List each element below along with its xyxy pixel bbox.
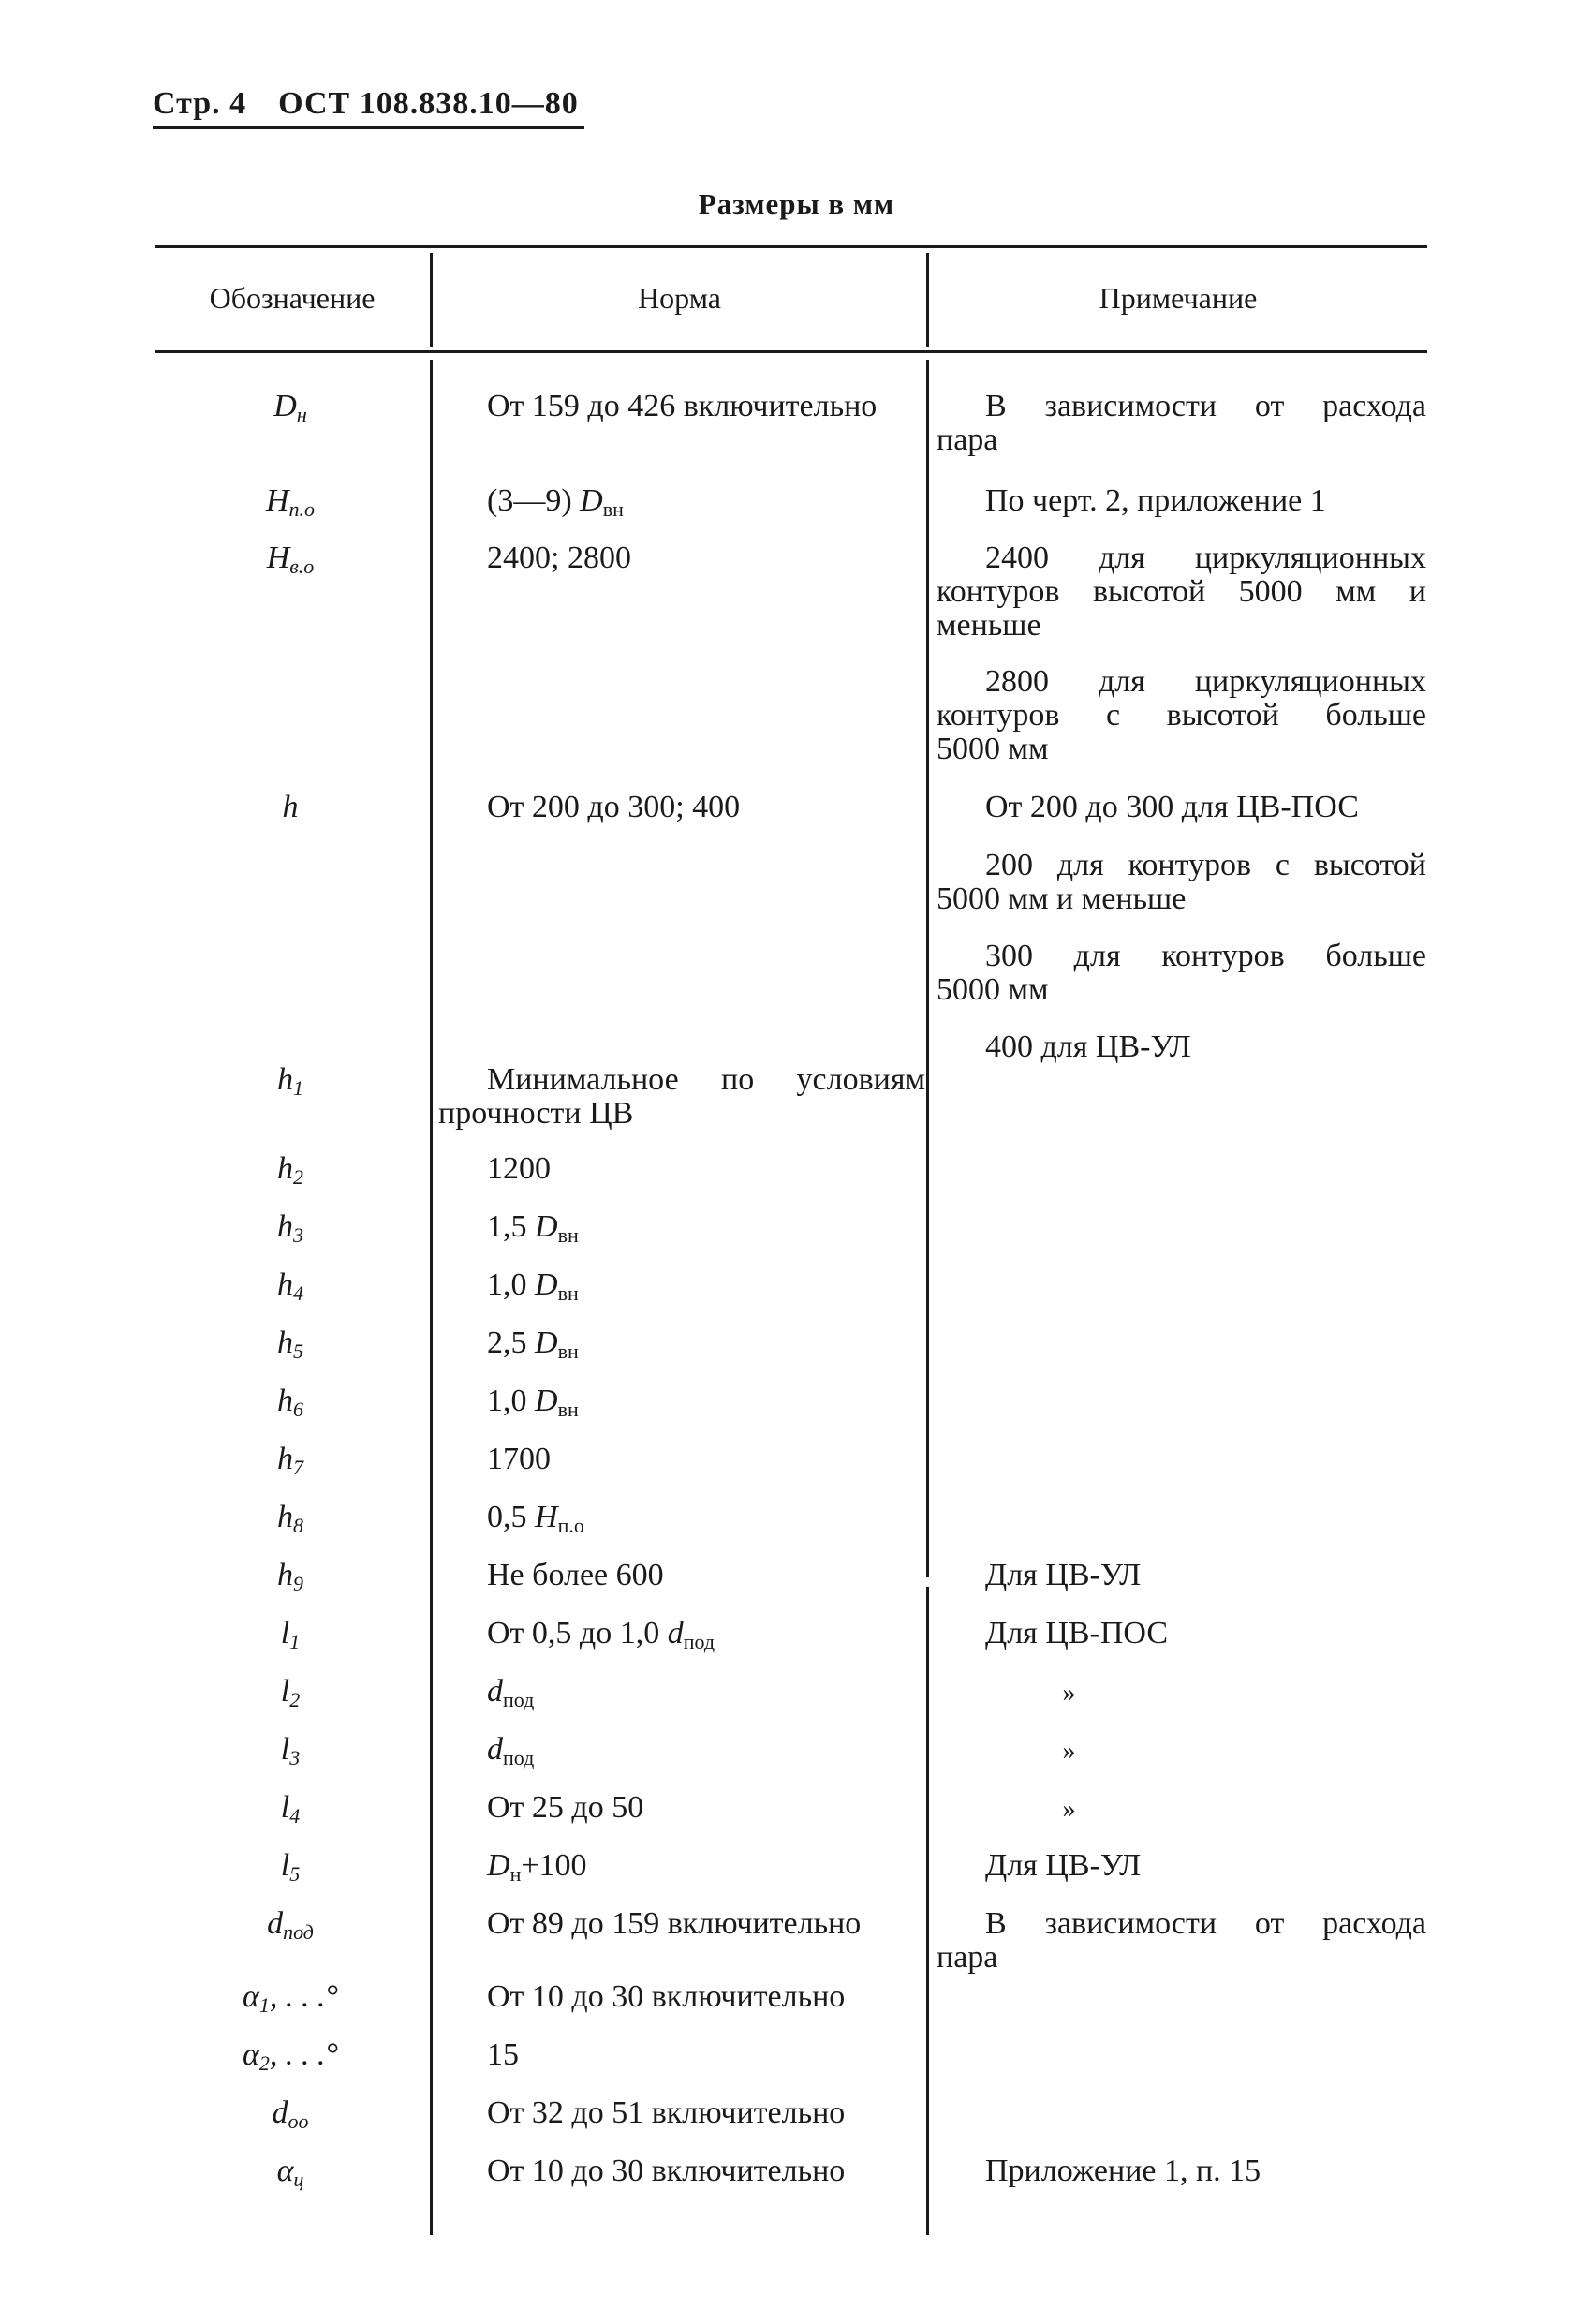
table-row-norm: От 10 до 30 включительно <box>487 1979 846 2014</box>
column-header-norm: Норма <box>638 281 721 315</box>
table-row-symbol: $D_н$ <box>273 389 307 426</box>
table-row-norm: Минимальное по условиям прочности ЦВ <box>438 1062 925 1131</box>
standard-number: ОСТ 108.838.10—80 <box>278 86 579 121</box>
table-row-symbol: $h_3$ <box>277 1209 303 1247</box>
table-row-symbol: $\alpha_1$, . . .° <box>243 1979 338 2017</box>
table-row-note: В зависимости от расхода пара <box>937 1906 1426 1975</box>
table-row-note: 200 для контуров с высотой 5000 мм и меньше <box>937 848 1426 916</box>
table-row-symbol: $h_8$ <box>277 1500 303 1537</box>
table-row-norm: 1,5 $D_{вн}$ <box>487 1209 579 1247</box>
table-row-symbol: $h_1$ <box>277 1062 303 1100</box>
table-row-norm: 2400; 2800 <box>487 540 631 575</box>
table-row-symbol: h <box>282 790 299 824</box>
table-top-rule <box>155 245 1427 248</box>
table-row-norm: От 159 до 426 включительно <box>487 389 878 423</box>
table-row-symbol: $h_5$ <box>277 1325 303 1363</box>
table-row-symbol: $d_{оо}$ <box>272 2095 309 2133</box>
table-row-note: » <box>1062 1737 1076 1766</box>
table-row-symbol: $d_{под}$ <box>267 1906 314 1944</box>
table-row-symbol: $\alpha_ц$ <box>276 2154 304 2191</box>
table-row-symbol: $h_2$ <box>277 1151 303 1189</box>
table-row-note: Для ЦВ-УЛ <box>985 1848 1142 1883</box>
table-row-norm: $d_{под}$ <box>487 1674 535 1711</box>
table-row-symbol: $h_9$ <box>277 1558 303 1595</box>
units-caption: Размеры в мм <box>698 187 895 220</box>
table-row-symbol: $h_6$ <box>277 1384 303 1421</box>
column-divider-1 <box>430 360 433 2235</box>
column-header-note: Примечание <box>1099 281 1258 315</box>
table-row-norm: 1700 <box>487 1442 551 1476</box>
table-row-symbol: $\alpha_2$, . . .° <box>243 2037 338 2075</box>
table-row-note: По черт. 2, приложение 1 <box>985 483 1326 518</box>
table-row-norm: От 0,5 до 1,0 $d_{под}$ <box>487 1616 715 1653</box>
table-row-norm: 15 <box>487 2037 519 2072</box>
table-row-symbol: $l_1$ <box>280 1616 301 1653</box>
table-row-norm: (3—9) $D_{вн}$ <box>487 483 624 521</box>
table-row-symbol: $h_4$ <box>277 1267 303 1305</box>
table-row-note: В зависимости от расхода пара <box>937 389 1426 457</box>
page-number: Стр. 4 <box>153 86 247 121</box>
table-row-symbol: $h_7$ <box>277 1442 303 1479</box>
table-row-note: 2400 для циркуляционных контуров высотой 5000 мм и меньше <box>937 540 1426 643</box>
table-row-symbol: $l_2$ <box>280 1674 301 1711</box>
table-header-rule <box>155 350 1427 353</box>
table-row-note: Для ЦВ-УЛ <box>985 1558 1142 1592</box>
table-row-symbol: $H_{в.о}$ <box>266 540 315 578</box>
table-row-norm: 1,0 $D_{вн}$ <box>487 1267 579 1305</box>
header-underline <box>153 126 584 129</box>
table-row-note: Приложение 1, п. 15 <box>985 2154 1261 2188</box>
table-row-note: Для ЦВ-ПОС <box>985 1616 1169 1650</box>
table-row-norm: 1200 <box>487 1151 551 1186</box>
table-row-symbol: $H_{п.о}$ <box>265 483 316 521</box>
table-row-note: 300 для контуров больше 5000 мм <box>937 939 1426 1007</box>
table-row-norm: От 10 до 30 включительно <box>487 2154 846 2188</box>
table-row-symbol: $l_5$ <box>280 1848 301 1886</box>
table-row-note: От 200 до 300 для ЦВ-ПОС <box>985 790 1359 824</box>
table-row-note: » <box>1062 1679 1076 1708</box>
page-header <box>153 86 579 122</box>
table-row-norm: 1,0 $D_{вн}$ <box>487 1384 579 1421</box>
table-row-norm: От 89 до 159 включительно <box>487 1906 862 1941</box>
table-row-symbol: $l_3$ <box>280 1732 301 1769</box>
table-row-norm: От 200 до 300; 400 <box>487 790 741 824</box>
table-row-norm: $d_{под}$ <box>487 1732 535 1769</box>
table-row-norm: От 25 до 50 <box>487 1790 644 1825</box>
table-row-note: 400 для ЦВ-УЛ <box>985 1029 1191 1064</box>
table-row-note: » <box>1062 1795 1076 1824</box>
table-row-norm: 0,5 $H_{п.о}$ <box>487 1500 584 1537</box>
table-row-norm: От 32 до 51 включительно <box>487 2095 846 2130</box>
table-row-norm: Не более 600 <box>487 1558 664 1592</box>
table-row-norm: 2,5 $D_{вн}$ <box>487 1325 579 1363</box>
column-header-designation: Обозначение <box>209 281 376 315</box>
table-row-norm: $D_н+100$ <box>487 1848 587 1886</box>
table-row-symbol: $l_4$ <box>280 1790 301 1828</box>
table-row-note: 2800 для циркуляционных контуров с высотой больше 5000 мм <box>937 664 1426 766</box>
